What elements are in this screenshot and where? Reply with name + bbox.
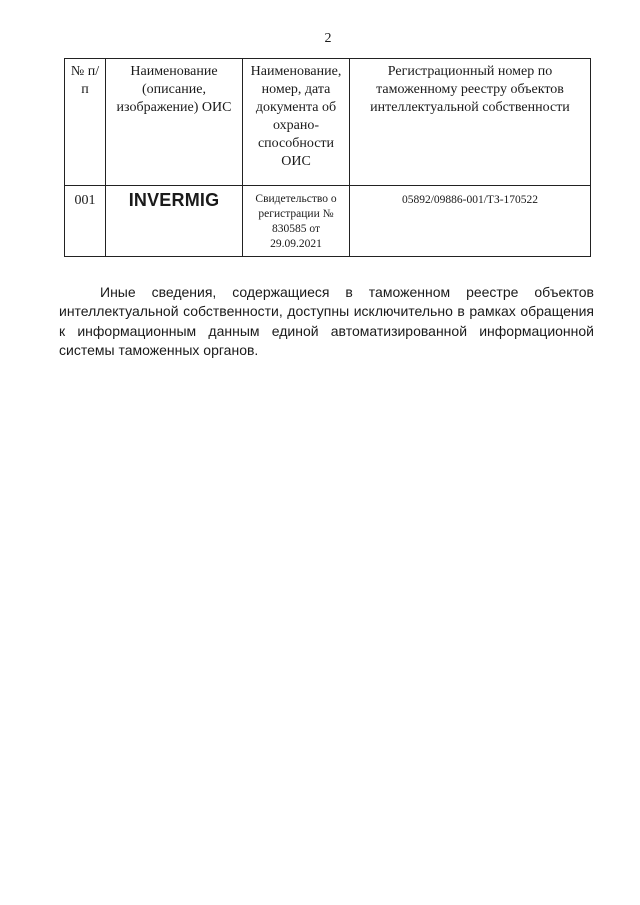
trademark-cell [106,186,243,257]
header-number: № п/п [65,59,106,186]
note-paragraph: Иные сведения, содержащиеся в таможенном реестре объектов интеллектуальной собственности, доступны исключительно в рамках обращения к информационным данным единой автоматизированной информационной системы таможенных органов. [59,284,594,358]
certificate-cell: Свидетельство о регистрации № 830585 от 29.09.2021 [243,186,350,257]
table-header-row [65,59,591,186]
trademark-image-text: INVERMIG [128,190,220,210]
registration-number-cell: 05892/09886-001/ТЗ-170522 [350,186,591,257]
header-registration-number: Регистрационный номер по таможенному реестру объектов интеллектуальной собственности [350,59,591,186]
header-protection-document: Наименование, номер, дата документа об охрано-способности ОИС [243,59,350,186]
customs-register-table [64,58,591,257]
header-name-description: Наименование (описание, изображение) ОИС [106,59,243,186]
row-number: 001 [65,186,106,257]
table-row [65,186,591,257]
page-number: 2 [324,31,332,46]
